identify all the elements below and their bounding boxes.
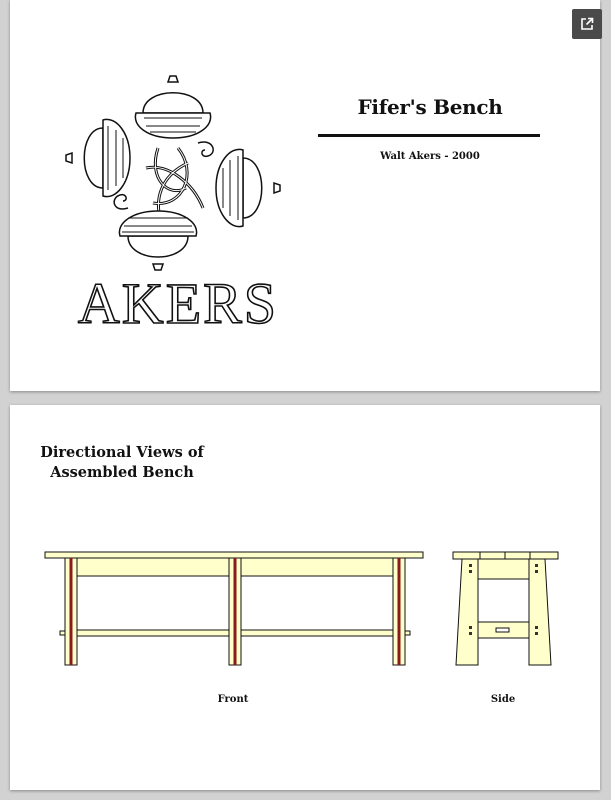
front-view-label: Front <box>217 694 249 705</box>
heading-line-2: Assembled Bench <box>50 464 194 481</box>
document-title: Fifer's Bench <box>357 95 503 119</box>
front-stretcher-right <box>241 630 393 636</box>
front-top <box>45 552 423 558</box>
title-divider <box>318 134 540 137</box>
acorn-logo-icon <box>58 68 298 333</box>
side-leg-right <box>529 559 551 665</box>
side-view-drawing <box>450 548 570 673</box>
side-leg-left <box>456 559 478 665</box>
side-view-label: Side <box>490 694 516 705</box>
logo-text: AKERS <box>77 271 279 333</box>
popout-button[interactable] <box>572 9 602 39</box>
author-line: Walt Akers - 2000 <box>380 151 480 162</box>
front-stretcher-left <box>77 630 229 636</box>
front-view-drawing <box>40 548 430 673</box>
section-heading <box>32 443 212 483</box>
side-apron <box>478 559 529 579</box>
popout-icon <box>580 17 594 31</box>
heading-line-1: Directional Views of <box>40 444 204 461</box>
views-page <box>10 405 600 790</box>
cover-page <box>10 0 600 391</box>
